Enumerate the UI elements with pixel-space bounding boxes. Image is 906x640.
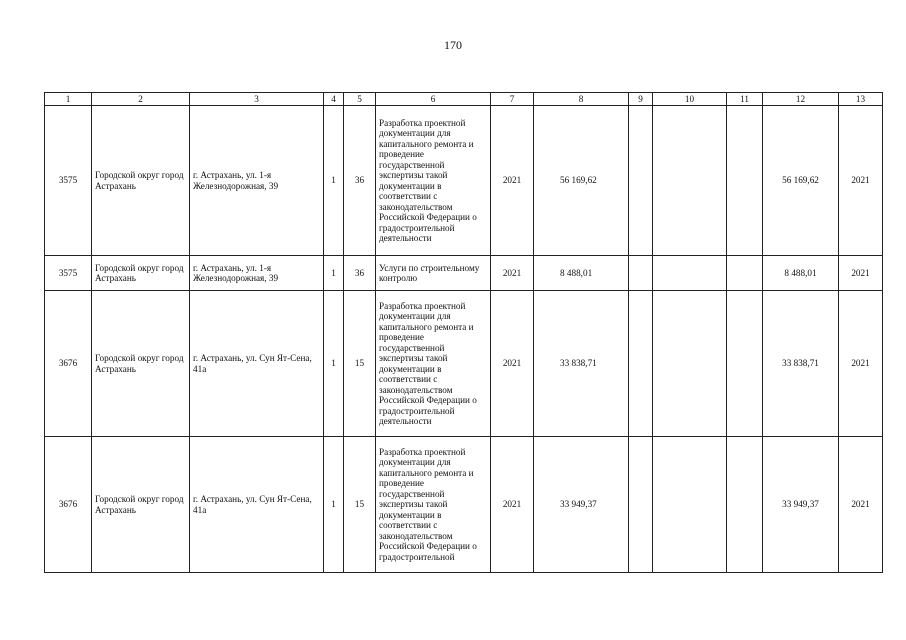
cell-col9 — [629, 106, 653, 256]
cell-address: г. Астрахань, ул. Сун Ят-Сена, 41а — [190, 437, 324, 573]
cell-col11 — [727, 106, 763, 256]
cell-col12: 8 488,01 — [763, 256, 839, 291]
column-header: 4 — [324, 93, 344, 106]
cell-col12: 33 838,71 — [763, 291, 839, 437]
cell-col11 — [727, 291, 763, 437]
cell-col5: 15 — [344, 291, 376, 437]
cell-id: 3575 — [45, 106, 92, 256]
cell-address: г. Астрахань, ул. 1-я Железнодорожная, 39 — [190, 106, 324, 256]
cell-year: 2021 — [491, 106, 534, 256]
cell-col9 — [629, 437, 653, 573]
cell-col4: 1 — [324, 437, 344, 573]
cell-work-type: Разработка проектной документации для капитального ремонта и проведение государственной экспертизы такой документации в соответствии с законодательством Российской Федерации о градостроительной деятельности — [376, 291, 491, 437]
column-header: 13 — [839, 93, 883, 106]
cell-year: 2021 — [491, 437, 534, 573]
table-row — [45, 106, 883, 256]
column-header: 2 — [92, 93, 190, 106]
cell-municipality: Городской округ город Астрахань — [92, 437, 190, 573]
cell-col12: 33 949,37 — [763, 437, 839, 573]
column-header: 7 — [491, 93, 534, 106]
cell-work-type: Разработка проектной документации для капитального ремонта и проведение государственной экспертизы такой документации в соответствии с законодательством Российской Федерации о градостроительной деятельности — [376, 106, 491, 256]
table-row — [45, 256, 883, 291]
header-row — [45, 93, 883, 106]
cell-col5: 36 — [344, 256, 376, 291]
column-header: 8 — [534, 93, 629, 106]
cell-municipality: Городской округ город Астрахань — [92, 256, 190, 291]
cell-col10 — [653, 291, 727, 437]
cell-address: г. Астрахань, ул. 1-я Железнодорожная, 39 — [190, 256, 324, 291]
cell-work-type-text: Разработка проектной документации для капитального ремонта и проведение государственной экспертизы такой документации в соответствии с законодательством Российской Федерации о градостроительной — [379, 446, 477, 562]
cell-total: 33 949,37 — [534, 437, 629, 573]
column-header: 12 — [763, 93, 839, 106]
cell-col11 — [727, 437, 763, 573]
cell-municipality: Городской округ город Астрахань — [92, 291, 190, 437]
column-header: 1 — [45, 93, 92, 106]
column-header: 6 — [376, 93, 491, 106]
cell-work-type — [376, 437, 491, 573]
cell-total: 8 488,01 — [534, 256, 629, 291]
column-header: 5 — [344, 93, 376, 106]
cell-col10 — [653, 437, 727, 573]
cell-col10 — [653, 106, 727, 256]
cell-col9 — [629, 256, 653, 291]
page-number: 170 — [444, 38, 462, 52]
cell-col12: 56 169,62 — [763, 106, 839, 256]
cell-col4: 1 — [324, 256, 344, 291]
cell-id: 3676 — [45, 437, 92, 573]
cell-col13: 2021 — [839, 291, 883, 437]
register-table — [44, 92, 883, 573]
cell-col5: 36 — [344, 106, 376, 256]
cell-year: 2021 — [491, 256, 534, 291]
column-header: 9 — [629, 93, 653, 106]
cell-address: г. Астрахань, ул. Сун Ят-Сена, 41а — [190, 291, 324, 437]
cell-id: 3575 — [45, 256, 92, 291]
cell-col9 — [629, 291, 653, 437]
cell-col13: 2021 — [839, 437, 883, 573]
cell-col13: 2021 — [839, 256, 883, 291]
cell-col5: 15 — [344, 437, 376, 573]
table-row — [45, 437, 883, 573]
column-header: 3 — [190, 93, 324, 106]
cell-total: 33 838,71 — [534, 291, 629, 437]
cell-id: 3676 — [45, 291, 92, 437]
cell-col4: 1 — [324, 106, 344, 256]
cell-work-type: Услуги по строительному контролю — [376, 256, 491, 291]
table-row — [45, 291, 883, 437]
cell-col11 — [727, 256, 763, 291]
cell-total: 56 169,62 — [534, 106, 629, 256]
cell-col13: 2021 — [839, 106, 883, 256]
column-header: 10 — [653, 93, 727, 106]
cell-municipality: Городской округ город Астрахань — [92, 106, 190, 256]
cell-col10 — [653, 256, 727, 291]
cell-year: 2021 — [491, 291, 534, 437]
column-header: 11 — [727, 93, 763, 106]
cell-col4: 1 — [324, 291, 344, 437]
